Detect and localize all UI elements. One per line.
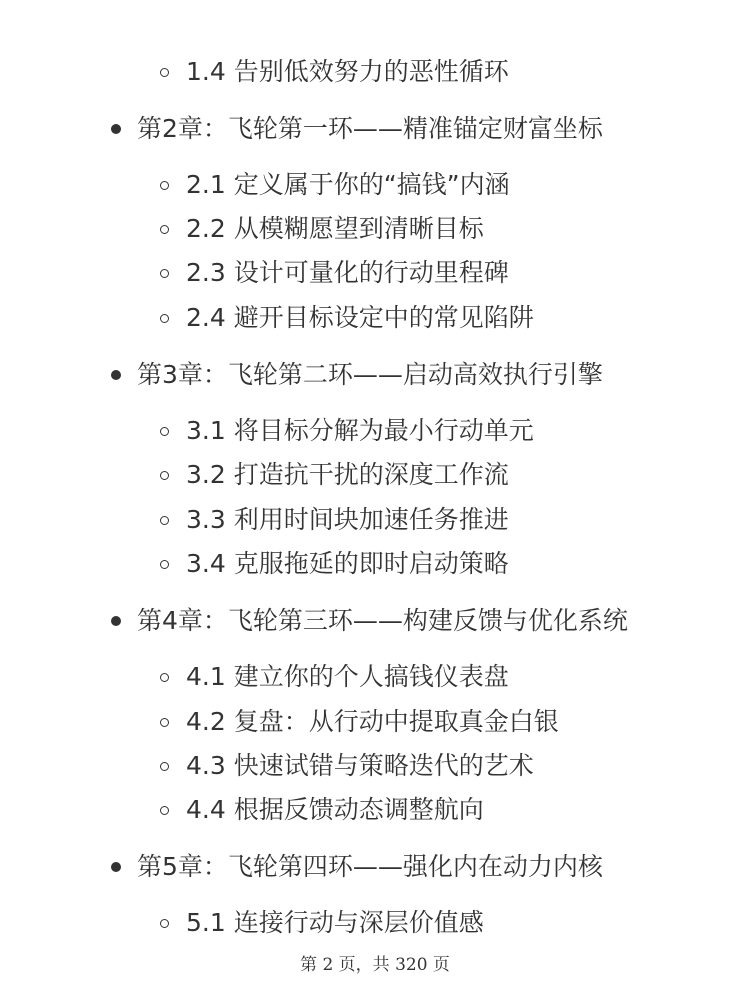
toc-item-label: 1.4 告别低效努力的恶性循环 <box>186 57 509 86</box>
hollow-bullet-icon <box>160 427 169 436</box>
toc-section-item <box>160 549 509 579</box>
toc-section-item <box>160 303 534 333</box>
toc-item-label: 2.3 设计可量化的行动里程碑 <box>186 258 509 287</box>
toc-item-label: 4.1 建立你的个人搞钱仪表盘 <box>186 662 509 691</box>
toc-section-item <box>160 214 484 244</box>
toc-item-label: 第2章：飞轮第一环——精准锚定财富坐标 <box>137 114 603 143</box>
hollow-bullet-icon <box>160 269 169 278</box>
toc-chapter-item <box>111 606 628 636</box>
hollow-bullet-icon <box>160 806 169 815</box>
toc-section-item <box>160 258 509 288</box>
toc-item-label: 2.4 避开目标设定中的常见陷阱 <box>186 303 534 332</box>
toc-chapter-item <box>111 114 603 144</box>
toc-item-label: 5.1 连接行动与深层价值感 <box>186 908 484 937</box>
filled-bullet-icon <box>111 370 121 380</box>
hollow-bullet-icon <box>160 68 169 77</box>
filled-bullet-icon <box>111 616 121 626</box>
filled-bullet-icon <box>111 862 121 872</box>
hollow-bullet-icon <box>160 919 169 928</box>
toc-item-label: 4.2 复盘：从行动中提取真金白银 <box>186 707 559 736</box>
toc-item-label: 3.1 将目标分解为最小行动单元 <box>186 416 534 445</box>
filled-bullet-icon <box>111 124 121 134</box>
toc-item-label: 3.4 克服拖延的即时启动策略 <box>186 549 509 578</box>
toc-item-label: 第5章：飞轮第四环——强化内在动力内核 <box>137 852 603 881</box>
toc-section-item <box>160 662 509 692</box>
toc-item-label: 第3章：飞轮第二环——启动高效执行引擎 <box>137 360 603 389</box>
hollow-bullet-icon <box>160 762 169 771</box>
hollow-bullet-icon <box>160 314 169 323</box>
toc-section-item <box>160 707 559 737</box>
toc-item-label: 3.3 利用时间块加速任务推进 <box>186 505 509 534</box>
toc-item-label: 2.2 从模糊愿望到清晰目标 <box>186 214 484 243</box>
toc-chapter-item <box>111 852 603 882</box>
hollow-bullet-icon <box>160 560 169 569</box>
toc-item-label: 第4章：飞轮第三环——构建反馈与优化系统 <box>137 606 628 635</box>
hollow-bullet-icon <box>160 516 169 525</box>
toc-section-item <box>160 170 510 200</box>
hollow-bullet-icon <box>160 181 169 190</box>
hollow-bullet-icon <box>160 225 169 234</box>
toc-item-label: 4.3 快速试错与策略迭代的艺术 <box>186 751 534 780</box>
toc-section-item <box>160 908 484 938</box>
hollow-bullet-icon <box>160 471 169 480</box>
page-number-footer: 第 2 页，共 320 页 <box>300 955 450 975</box>
toc-item-label: 3.2 打造抗干扰的深度工作流 <box>186 460 509 489</box>
toc-section-item <box>160 751 534 781</box>
hollow-bullet-icon <box>160 718 169 727</box>
toc-section-item <box>160 505 509 535</box>
toc-item-label: 2.1 定义属于你的“搞钱”内涵 <box>186 170 510 199</box>
toc-section-item <box>160 795 484 825</box>
toc-chapter-item <box>111 360 603 390</box>
hollow-bullet-icon <box>160 673 169 682</box>
toc-section-item <box>160 416 534 446</box>
toc-item-label: 4.4 根据反馈动态调整航向 <box>186 795 484 824</box>
toc-section-item <box>160 460 509 490</box>
toc-section-item <box>160 57 509 87</box>
